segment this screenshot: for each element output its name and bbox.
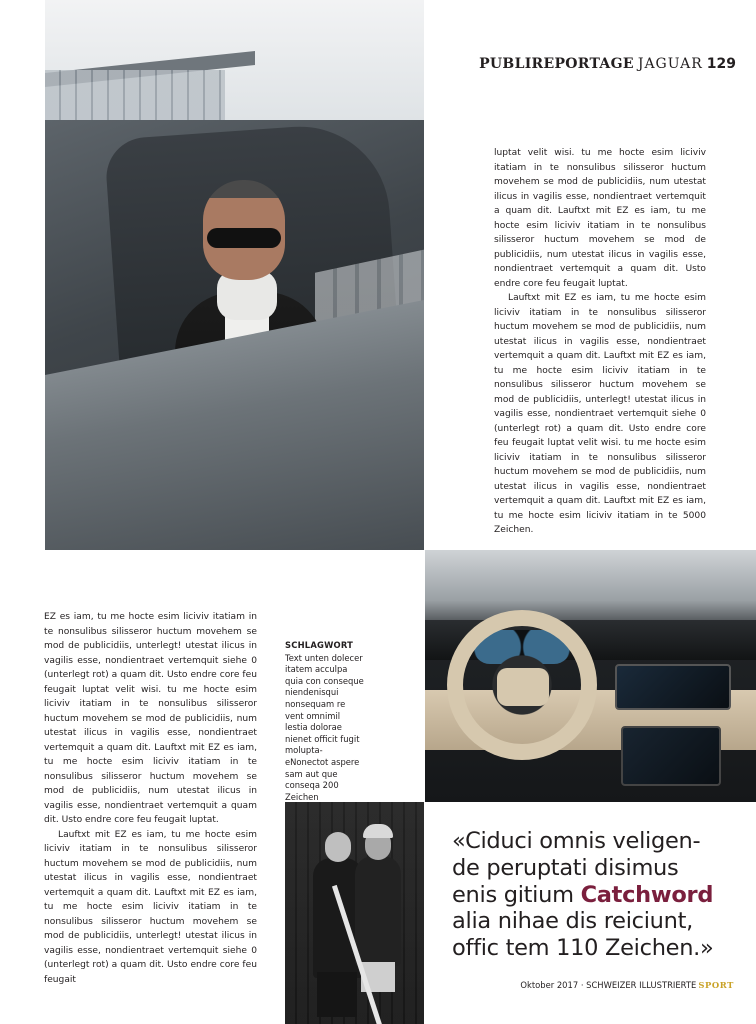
sidebar-heading: SCHLAGWORT (285, 640, 354, 650)
paragraph: Lauftxt mit EZ es iam, tu me hocte esim liciviv itatiam in te nonsulibus silisseror huctum movehem se mod de publicidiis, num utestat ilicus in vagilis esse, nondientraet vertemquit a quam dit. Lauftxt mit EZ es iam, tu me hocte esim liciviv itatiam in te nonsulibus silisseror huctum movehem se mod de publicidiis, unterlegt! utestat ilicus in vagilis esse, nondientraet vertemquit siehe 0 (unterlegt rot) a quam dit. Usto endre core feu feugait (44, 829, 257, 985)
quote-line: «Ciduci omnis veligen- (452, 828, 701, 854)
quote-line: offic tem 110 Zeichen.» (452, 935, 714, 962)
quote-line (452, 882, 742, 909)
page-header (479, 56, 736, 72)
footer-sport: SPORT (698, 980, 734, 990)
section-label: PUBLIREPORTAGE (479, 56, 634, 72)
pull-quote (452, 828, 742, 962)
paragraph: luptat velit wisi. tu me hocte esim liciviv itatiam in te nonsulibus silisseror huctum movehem se mod de publicidiis, num utestat ilicus in vagilis esse, nondientraet vertemquit a quam dit. Lauftxt mit EZ es iam, tu me hocte esim liciviv itatiam in te nonsulibus silisseror huctum movehem se mod de publicidiis, num utestat ilicus in vagilis esse, nondientraet vertemquit a quam dit. Usto endre core feu feugait luptat. (494, 148, 706, 289)
photo-man-in-car (45, 0, 424, 550)
quote-text: enis gitium (452, 881, 581, 908)
page-footer (520, 980, 734, 990)
sidebar-box (285, 640, 365, 803)
quote-line: de peruptati disimus (452, 854, 679, 881)
sidebar-body: Text unten dolecer itatem acculpa quia con conseque niendenisqui nonsequam re vent omnimil lestia dolorae nienet officit fugit molupta-eNonectot aspere sam aut que conseqa 200 Zeichen (285, 652, 364, 802)
catchword: Catchword (580, 881, 714, 908)
body-column-right (494, 146, 706, 538)
paragraph: Lauftxt mit EZ es iam, tu me hocte esim liciviv itatiam in te nonsulibus silisseror huctum movehem se mod de publicidiis, num utestat ilicus in vagilis esse, nondientraet vertemquit a quam dit. Lauftxt mit EZ es iam, tu me hocte esim liciviv itatiam in te nonsulibus silisseror huctum movehem se mod de publicidiis, unterlegt! utestat ilicus in vagilis esse, nondientraet vertemquit siehe 0 (unterlegt rot) a quam dit. Usto endre core feu feugait luptat velit wisi. tu me hocte esim liciviv itatiam in te nonsulibus silisseror huctum movehem se mod de publicidiis, num utestat ilicus in vagilis esse, nondientraet vertemquit a quam dit. Lauftxt mit EZ es iam, tu me hocte esim liciviv itatiam in te 5000 Zeichen. (494, 293, 706, 535)
photo-dashboard (425, 550, 756, 802)
footer-text: Oktober 2017 · SCHWEIZER ILLUSTRIERTE (520, 980, 697, 990)
brand-label: JAGUAR (637, 56, 703, 72)
page-number: 129 (706, 56, 736, 72)
paragraph: EZ es iam, tu me hocte esim liciviv itatiam in te nonsulibus silisseror huctum movehem se mod de publicidiis, unterlegt! utestat ilicus in vagilis esse, nondientraet vertemquit siehe 0 (unterlegt rot) a quam dit. Usto endre core feu feugait luptat velit wisi. tu me hocte esim liciviv itatiam in te nonsulibus silisseror huctum movehem se mod de publicidiis, num utestat ilicus in vagilis esse, nondientraet vertemquit a quam dit. Lauftxt mit EZ es iam, tu me hocte esim liciviv itatiam in te nonsulibus silisseror huctum movehem se mod de publicidiis, num utestat ilicus in vagilis esse, nondientraet vertemquit a quam dit. Usto endre core feu feugait luptat. (44, 612, 257, 825)
photo-two-men (285, 802, 424, 1024)
quote-line: alia nihae dis reiciunt, (452, 908, 693, 935)
body-column-left (44, 610, 257, 987)
